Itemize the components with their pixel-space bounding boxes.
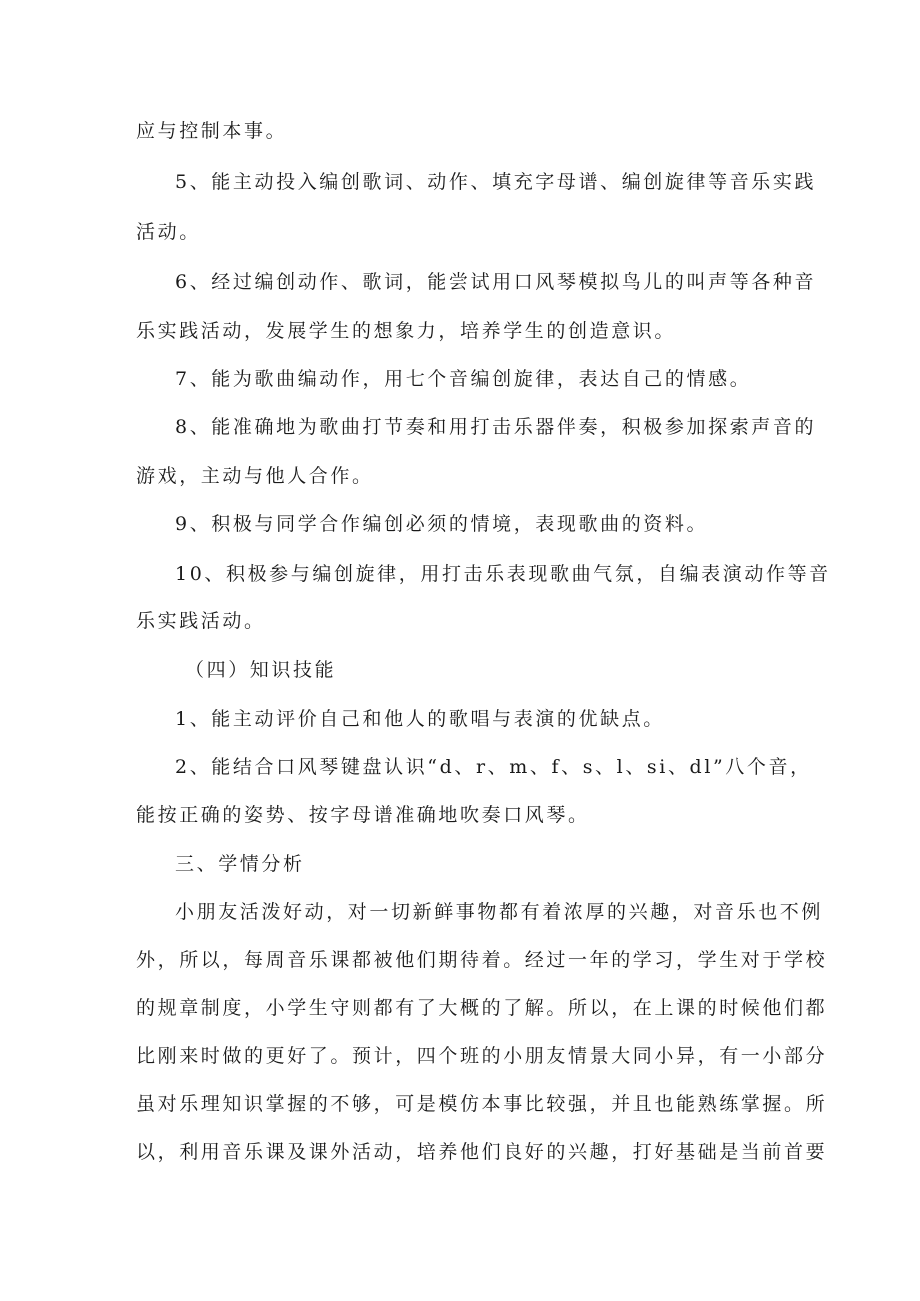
paragraph-line: 活动。 [136,221,201,243]
paragraph-line: 的规章制度，小学生守则都有了大概的了解。所以，在上课的时候他们都 [136,997,828,1019]
paragraph-line: 外，所以，每周音乐课都被他们期待着。经过一年的学习，学生对于学校 [136,949,828,971]
paragraph-line: 10、积极参与编创旋律，用打击乐表现歌曲气氛，自编表演动作等音 [175,563,831,585]
paragraph-line: 6、经过编创动作、歌词，能尝试用口风琴模拟鸟儿的叫声等各种音 [175,271,817,293]
paragraph-line: 5、能主动投入编创歌词、动作、填充字母谱、编创旋律等音乐实践 [175,171,817,193]
section-heading: 三、学情分析 [175,853,305,875]
paragraph-line: 能按正确的姿势、按字母谱准确地吹奏口风琴。 [136,804,590,826]
section-heading: （四）知识技能 [185,659,337,681]
paragraph-line: 乐实践活动。 [136,610,266,632]
paragraph-line: 以，利用音乐课及课外活动，培养他们良好的兴趣，打好基础是当前首要 [136,1141,828,1163]
paragraph-line: 比刚来时做的更好了。预计，四个班的小朋友情景大同小异，有一小部分 [136,1045,828,1067]
paragraph-line: 小朋友活泼好动，对一切新鲜事物都有着浓厚的兴趣，对音乐也不例 [175,901,824,923]
paragraph-line: 8、能准确地为歌曲打节奏和用打击乐器伴奏，积极参加探索声音的 [175,416,817,438]
paragraph-line: 1、能主动评价自己和他人的歌唱与表演的优缺点。 [175,708,665,730]
paragraph-line: 7、能为歌曲编动作，用七个音编创旋律，表达自己的情感。 [175,368,752,390]
paragraph-line: 游戏，主动与他人合作。 [136,465,374,487]
paragraph-line: 虽对乐理知识掌握的不够，可是模仿本事比较强，并且也能熟练掌握。所 [136,1093,828,1115]
paragraph-line: 9、积极与同学合作编创必须的情境，表现歌曲的资料。 [175,513,709,535]
paragraph-line: 2、能结合口风琴键盘认识“d、r、m、f、s、l、si、dl”八个音， [175,756,812,778]
paragraph-line: 乐实践活动，发展学生的想象力，培养学生的创造意识。 [136,320,677,342]
paragraph-line: 应与控制本事。 [136,120,288,142]
